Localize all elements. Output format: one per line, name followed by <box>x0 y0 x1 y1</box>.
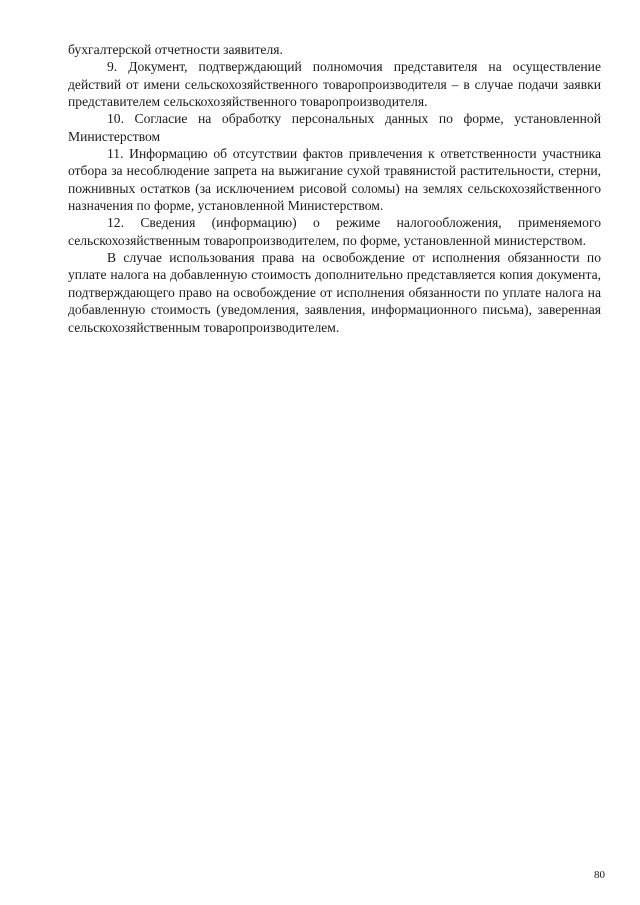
paragraph-continuation: бухгалтерской отчетности заявителя. <box>68 42 283 57</box>
paragraph-vat-exemption: В случае использования права на освобождение от исполнения обязанности по уплате налога на добавленную стоимость дополнительно представляется копия документа, подтверждающего право на освобождение от исполнения обязанности по уплате налога на добавленную стоимость (уведомления, заявления, информационного письма), заверенная сельскохозяйственным товаропроизводителем. <box>68 250 601 335</box>
paragraph-item-12: 12. Сведения (информацию) о режиме налогообложения, применяемого сельскохозяйственным товаропроизводителем, по форме, установленной министерством. <box>68 215 601 248</box>
document-body <box>68 41 601 336</box>
paragraph-item-9: 9. Документ, подтверждающий полномочия представителя на осуществление действий от имени сельскохозяйственного товаропроизводителя – в случае подачи заявки представителем сельскохозяйственного товаропроизводителя. <box>68 59 601 110</box>
paragraph-item-10: 10. Согласие на обработку персональных данных по форме, установленной Министерством <box>68 111 601 144</box>
page-number: 80 <box>594 869 605 881</box>
paragraph-item-11: 11. Информацию об отсутствии фактов привлечения к ответственности участника отбора за несоблюдение запрета на выжигание сухой травянистой растительности, стерни, пожнивных остатков (за исключением рисовой соломы) на землях сельскохозяйственного назначения по форме, установленной Министерством. <box>68 146 601 214</box>
